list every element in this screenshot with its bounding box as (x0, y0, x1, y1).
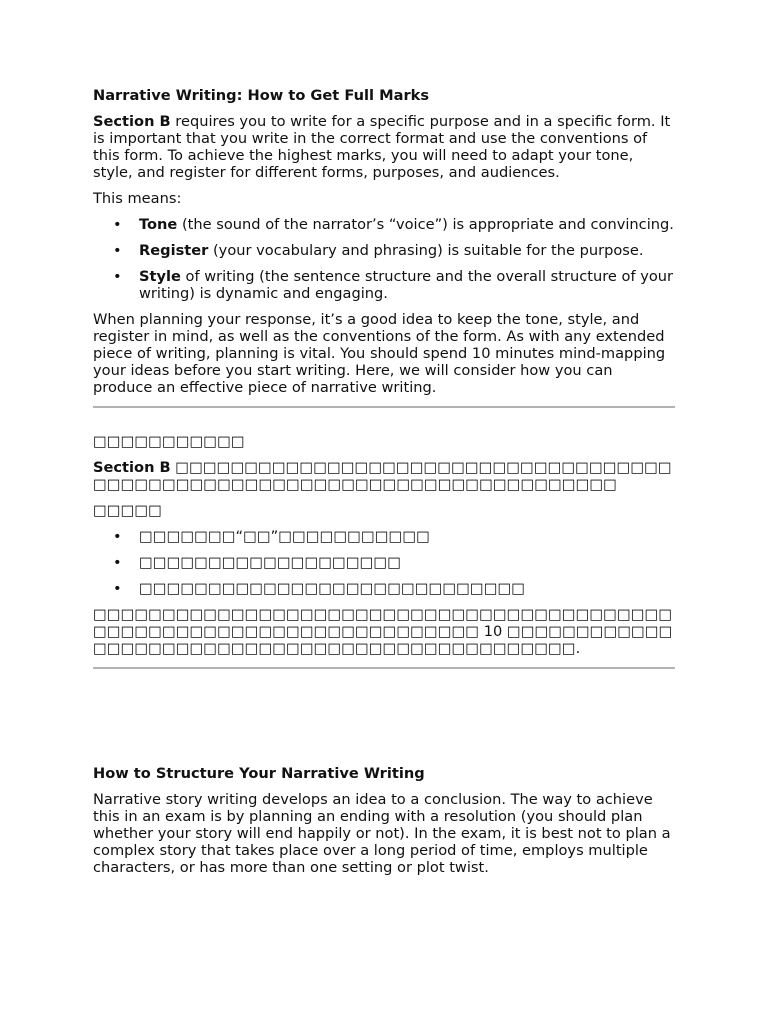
section-title: Narrative Writing: How to Get Full Marks (93, 87, 430, 104)
list-item (93, 216, 675, 233)
intro-paragraph (93, 113, 675, 181)
list-item-text: (the sound of the narrator’s “voice”) is appropriate and convincing. (177, 216, 674, 233)
list-item-lead: Style (139, 268, 181, 285)
divider (93, 406, 675, 408)
body-paragraph: Narrative story writing develops an idea to a conclusion. The way to achieve this in an exam is by planning an ending with a resolution (you should plan whether your story will end happily or not). In the exam, it is best not to plan a complex story that takes place over a long period of time, employs multiple characters, or has more than one setting or plot twist. (93, 791, 671, 876)
bullet-icon: • (113, 242, 122, 259)
blank-space (93, 669, 675, 765)
list-item-text: □□□□□□□□□□□□□□□□□□□ (139, 554, 401, 571)
bullet-icon: • (113, 554, 122, 571)
bullet-icon: • (113, 268, 122, 285)
section-title: □□□□□□□□□□□ (93, 433, 245, 450)
list-item (93, 554, 675, 571)
list-item-text: □□□□□□□“□□”□□□□□□□□□□□ (139, 528, 430, 545)
list-item-text: of writing (the sentence structure and the overall structure of your writing) is dynamic and engaging. (139, 268, 674, 302)
list-item (93, 268, 675, 302)
closing-paragraph: □□□□□□□□□□□□□□□□□□□□□□□□□□□□□□□□□□□□□□□□□□□□□□□□□□□□□□□□□□□□□□□□□□□□□□ 10 □□□□□□□□□□□□□□□□□□□□□□□□□□□□□□□□□□□□□□□□□□□□□□□. (93, 606, 673, 657)
section-structure (93, 765, 675, 876)
document-page (93, 87, 675, 885)
means-label: □□□□□ (93, 502, 162, 519)
closing-paragraph: When planning your response, it’s a good idea to keep the tone, style, and register in mind, as well as the conventions of the form. As with any extended piece of writing, planning is vital. You should spend 10 minutes mind-mapping your ideas before you start writing. Here, we will consider how you can produce an effective piece of narrative writing. (93, 311, 666, 396)
bullet-icon: • (113, 580, 122, 597)
list-item (93, 242, 675, 259)
section-translation (93, 433, 675, 669)
intro-lead: Section B (93, 459, 171, 476)
means-label: This means: (93, 190, 182, 207)
bullet-icon: • (113, 528, 122, 545)
list-item (93, 580, 675, 597)
bullet-list (93, 528, 675, 597)
list-item-text: (your vocabulary and phrasing) is suitable for the purpose. (208, 242, 644, 259)
intro-lead: Section B (93, 113, 171, 130)
list-item-lead: Register (139, 242, 209, 259)
bullet-icon: • (113, 216, 122, 233)
section-title: How to Structure Your Narrative Writing (93, 765, 425, 782)
intro-text: requires you to write for a specific purpose and in a specific form. It is important that you write in the correct format and use the conventions of this form. To achieve the highest marks, you will need to adapt your tone, style, and register for different forms, purposes, and audiences. (93, 113, 671, 181)
section-english (93, 87, 675, 408)
bullet-list (93, 216, 675, 302)
list-item-lead: Tone (139, 216, 178, 233)
list-item-text: □□□□□□□□□□□□□□□□□□□□□□□□□□□□ (139, 580, 526, 597)
intro-text: □□□□□□□□□□□□□□□□□□□□□□□□□□□□□□□□□□□□□□□□□□□□□□□□□□□□□□□□□□□□□□□□□□□□□□□□□□ (93, 459, 672, 493)
list-item (93, 528, 675, 545)
intro-paragraph (93, 459, 675, 493)
